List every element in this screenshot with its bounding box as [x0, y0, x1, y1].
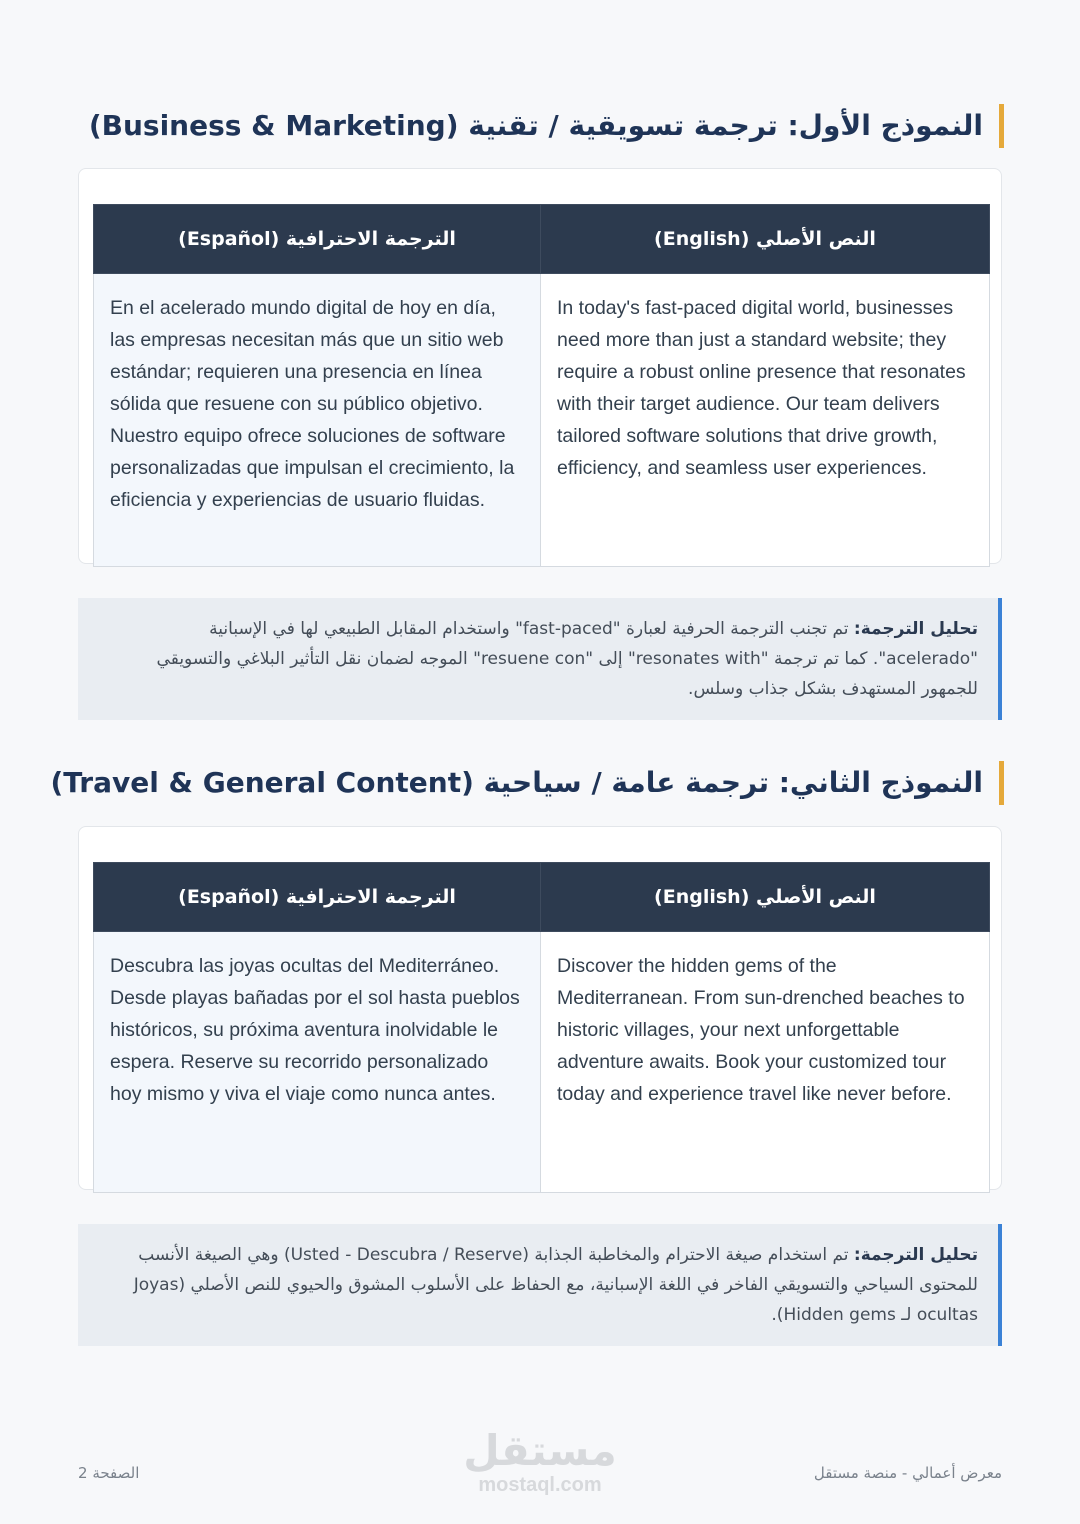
footer-site-label: معرض أعمالي - منصة مستقل: [813, 1464, 1002, 1482]
analysis-label: تحليل الترجمة:: [853, 619, 978, 639]
watermark-arabic: مستقل: [463, 1426, 617, 1475]
english-text-cell: In today's fast-paced digital world, businesses need more than just a standard website; they require a robust online presence that resonates with their target audience. Our team delivers tailored software solutions that drive growth, efficiency, and seamless user experiences.: [541, 274, 990, 567]
header-original: النص الأصلي (English): [541, 205, 990, 274]
spanish-text-cell: Descubra las joyas ocultas del Mediterráneo. Desde playas bañadas por el sol hasta pueblos históricos, su próxima aventura inolvidable le espera. Reserve su recorrido personalizado hoy mismo y viva el viaje como nunca antes.: [94, 932, 541, 1193]
header-translation: الترجمة الاحترافية (Español): [94, 205, 541, 274]
section-title-sample-2: النموذج الثاني: ترجمة عامة / سياحية (Travel & General Content): [50, 761, 1004, 805]
translation-table-sample-1: [93, 204, 990, 567]
header-translation: الترجمة الاحترافية (Español): [94, 863, 541, 932]
analysis-text: تم تجنب الترجمة الحرفية لعبارة "fast-paced" واستخدام المقابل الطبيعي لها في الإسبانية "acelerado". كما تم ترجمة "resonates with" إلى "resuene con" الموجه لضمان نقل التأثير البلاغي والتسويقي للجمهور المستهدف بشكل جذاب وسلس.: [156, 619, 978, 699]
mostaql-watermark-logo: [440, 1428, 640, 1496]
analysis-box-sample-2: [78, 1224, 1002, 1346]
analysis-box-sample-1: [78, 598, 1002, 720]
watermark-latin: mostaql.com: [478, 1474, 602, 1496]
analysis-text: تم استخدام صيغة الاحترام والمخاطبة الجذابة (Usted - Descubra / Reserve) وهي الصيغة الأنسب للمحتوى السياحي والتسويقي الفاخر في اللغة الإسبانية، مع الحفاظ على الأسلوب المشوق والحيوي للنص الأصلي (Joyas ocultas لـ Hidden gems).: [133, 1245, 978, 1325]
spanish-text-cell: En el acelerado mundo digital de hoy en día, las empresas necesitan más que un sitio web estándar; requieren una presencia en línea sólida que resuene con su público objetivo. Nuestro equipo ofrece soluciones de software personalizadas que impulsan el crecimiento, la eficiencia y experiencias de usuario fluidas.: [94, 274, 541, 567]
translation-table-sample-2: [93, 862, 990, 1193]
footer-page-number: الصفحة 2: [78, 1464, 140, 1482]
header-original: النص الأصلي (English): [541, 863, 990, 932]
english-text-cell: Discover the hidden gems of the Mediterranean. From sun-drenched beaches to historic villages, your next unforgettable adventure awaits. Book your customized tour today and experience travel like never before.: [541, 932, 990, 1193]
analysis-label: تحليل الترجمة:: [853, 1245, 978, 1265]
translation-card-sample-2: [78, 826, 1002, 1190]
translation-card-sample-1: [78, 168, 1002, 564]
section-title-sample-1: النموذج الأول: ترجمة تسويقية / تقنية (Business & Marketing): [89, 104, 1004, 148]
